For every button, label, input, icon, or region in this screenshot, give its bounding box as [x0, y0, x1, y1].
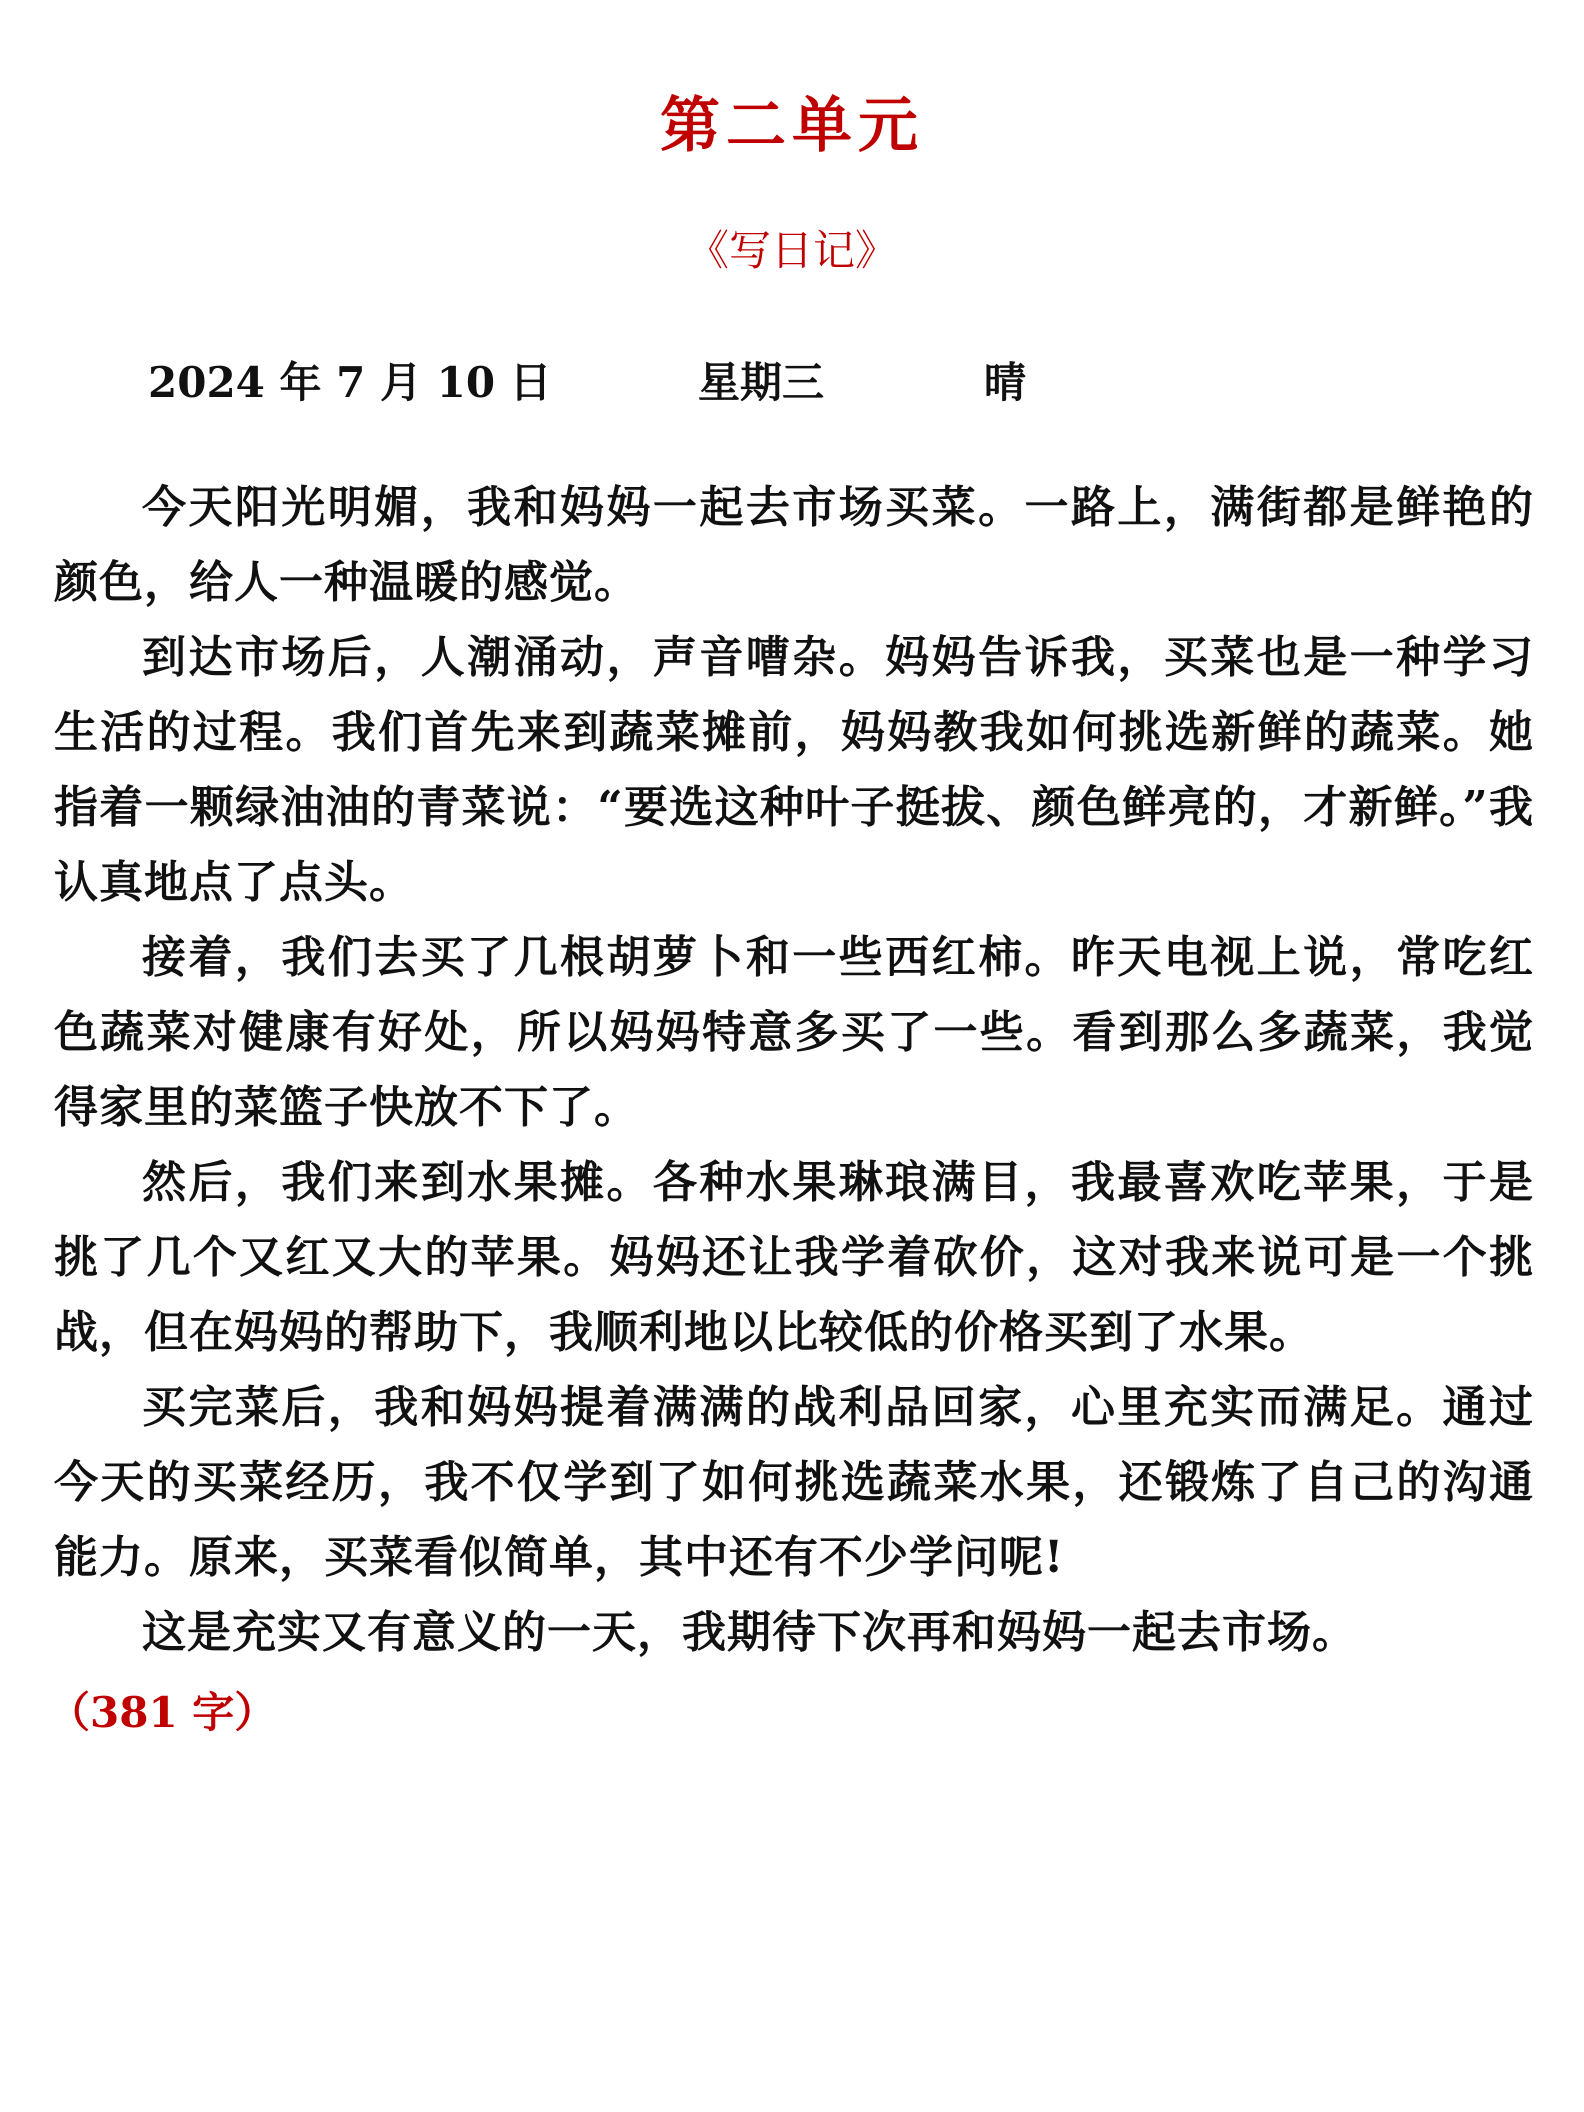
diary-date: 2024 年 7 月 10 日 — [148, 358, 552, 407]
word-count: （381 字） — [48, 1688, 277, 1737]
diary-body — [54, 470, 1534, 1670]
paragraph: 到达市场后，人潮涌动，声音嘈杂。妈妈告诉我，买菜也是一种学习生活的过程。我们首先来到蔬菜摊前，妈妈教我如何挑选新鲜的蔬菜。她指着一颗绿油油的青菜说：“要选这种叶子挺拔、颜色鲜亮的，才新鲜。”我认真地点了点头。 — [54, 632, 1534, 908]
diary-weekday: 星期三 — [698, 358, 825, 407]
paragraph: 今天阳光明媚，我和妈妈一起去市场买菜。一路上，满街都是鲜艳的颜色，给人一种温暖的感觉。 — [54, 482, 1534, 608]
unit-title: 第二单元 — [660, 91, 924, 161]
paragraph: 买完菜后，我和妈妈提着满满的战利品回家，心里充实而满足。通过今天的买菜经历，我不仅学到了如何挑选蔬菜水果，还锻炼了自己的沟通能力。原来，买菜看似简单，其中还有不少学问呢! — [54, 1382, 1534, 1583]
paragraph: 接着，我们去买了几根胡萝卜和一些西红柿。昨天电视上说，常吃红色蔬菜对健康有好处，所以妈妈特意多买了一些。看到那么多蔬菜，我觉得家里的菜篮子快放不下了。 — [54, 932, 1534, 1133]
essay-subtitle: 《写日记》 — [686, 226, 897, 275]
paragraph: 这是充实又有意义的一天，我期待下次再和妈妈一起去市场。 — [142, 1607, 1357, 1658]
paragraph: 然后，我们来到水果摊。各种水果琳琅满目，我最喜欢吃苹果，于是挑了几个又红又大的苹果。妈妈还让我学着砍价，这对我来说可是一个挑战，但在妈妈的帮助下，我顺利地以比较低的价格买到了水果。 — [54, 1157, 1534, 1358]
diary-weather: 晴 — [984, 358, 1027, 407]
